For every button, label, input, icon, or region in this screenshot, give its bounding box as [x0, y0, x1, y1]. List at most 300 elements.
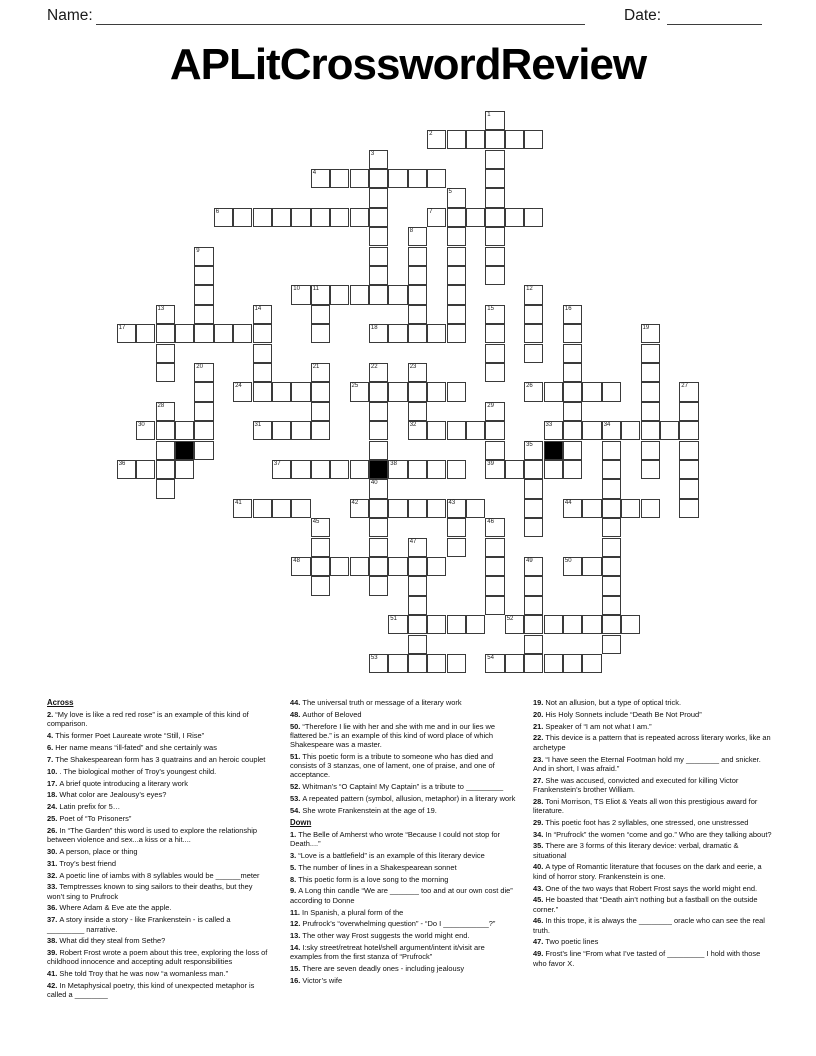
grid-cell[interactable] [253, 324, 272, 343]
grid-cell[interactable] [369, 576, 388, 595]
clue-text: In this trope, it is always the ________ oracle who can see the real truth. [533, 916, 765, 935]
grid-cell[interactable] [194, 247, 213, 266]
grid-cell[interactable] [602, 557, 621, 576]
grid-cell[interactable] [194, 421, 213, 440]
clue-number: 44. [290, 698, 303, 707]
cell-number: 45 [312, 519, 320, 526]
grid-cell[interactable] [408, 227, 427, 246]
clue-text: A story inside a story - like Frankenstein - is called a _________ narrative. [47, 915, 231, 934]
grid-cell[interactable] [253, 305, 272, 324]
grid-cell[interactable] [233, 499, 252, 518]
grid-cell[interactable] [253, 363, 272, 382]
grid-cell[interactable] [388, 654, 407, 673]
grid-cell[interactable] [291, 421, 310, 440]
grid-cell[interactable] [427, 130, 446, 149]
grid-cell[interactable] [505, 615, 524, 634]
grid-cell[interactable] [602, 576, 621, 595]
grid-cell[interactable] [485, 441, 504, 460]
grid-cell[interactable] [311, 169, 330, 188]
grid-cell[interactable] [427, 169, 446, 188]
grid-cell[interactable] [291, 382, 310, 401]
cell-number: 18 [370, 325, 378, 332]
grid-cell[interactable] [563, 557, 582, 576]
grid-cell[interactable] [408, 247, 427, 266]
grid-cell[interactable] [679, 441, 698, 460]
grid-cell[interactable] [563, 305, 582, 324]
grid-cell[interactable] [679, 402, 698, 421]
grid-cell[interactable] [311, 538, 330, 557]
grid-cell[interactable] [330, 285, 349, 304]
grid-cell[interactable] [466, 499, 485, 518]
grid-cell[interactable] [311, 363, 330, 382]
grid-cell[interactable] [524, 344, 543, 363]
grid-cell[interactable] [485, 247, 504, 266]
grid-cell[interactable] [485, 111, 504, 130]
clue-down-29 [533, 818, 773, 827]
grid-cell[interactable] [485, 266, 504, 285]
grid-cell[interactable] [272, 208, 291, 227]
grid-cell[interactable] [524, 305, 543, 324]
grid-cell[interactable] [621, 499, 640, 518]
clue-text: She told Troy that he was now “a womanless man.” [59, 969, 229, 979]
grid-cell[interactable] [447, 188, 466, 207]
grid-cell[interactable] [563, 441, 582, 460]
grid-cell[interactable] [369, 538, 388, 557]
grid-cell[interactable] [369, 654, 388, 673]
grid-cell[interactable] [408, 324, 427, 343]
grid-cell[interactable] [505, 130, 524, 149]
grid-cell[interactable] [679, 499, 698, 518]
date-input-line[interactable] [667, 6, 762, 25]
grid-cell[interactable] [466, 208, 485, 227]
grid-cell[interactable] [330, 460, 349, 479]
grid-cell[interactable] [641, 402, 660, 421]
grid-cell[interactable] [194, 382, 213, 401]
clue-text: She wrote Frankenstein at the age of 19. [302, 805, 437, 815]
clue-down-16 [290, 976, 518, 985]
grid-cell[interactable] [369, 402, 388, 421]
grid-cell[interactable] [369, 363, 388, 382]
grid-cell[interactable] [388, 285, 407, 304]
clue-text: A type of Romantic literature that focuses on the dark and eerie, a kind of horror story. Frankenstein is one. [533, 862, 762, 881]
clue-number: 23. [533, 754, 546, 764]
grid-cell[interactable] [175, 460, 194, 479]
grid-cell[interactable] [485, 576, 504, 595]
grid-cell[interactable] [505, 208, 524, 227]
grid-cell[interactable] [350, 169, 369, 188]
grid-cell[interactable] [602, 518, 621, 537]
grid-cell[interactable] [641, 499, 660, 518]
grid-cell[interactable] [427, 324, 446, 343]
grid-cell[interactable] [369, 227, 388, 246]
grid-cell[interactable] [369, 247, 388, 266]
grid-cell[interactable] [485, 363, 504, 382]
grid-cell[interactable] [427, 208, 446, 227]
grid-cell[interactable] [408, 169, 427, 188]
grid-cell[interactable] [156, 421, 175, 440]
grid-cell[interactable] [194, 305, 213, 324]
grid-cell[interactable] [641, 441, 660, 460]
grid-cell[interactable] [388, 460, 407, 479]
grid-cell[interactable] [194, 441, 213, 460]
grid-cell[interactable] [350, 208, 369, 227]
cell-number: 29 [487, 402, 494, 409]
grid-cell[interactable] [563, 615, 582, 634]
grid-cell[interactable] [408, 460, 427, 479]
grid-cell[interactable] [156, 460, 175, 479]
grid-cell[interactable] [447, 324, 466, 343]
clue-text: Author of Beloved [302, 709, 362, 719]
grid-cell[interactable] [233, 382, 252, 401]
clue-text: His Holy Sonnets include “Death Be Not Proud” [545, 709, 702, 719]
grid-cell[interactable] [369, 188, 388, 207]
clue-column-3 [533, 698, 773, 970]
grid-cell[interactable] [485, 518, 504, 537]
grid-cell[interactable] [447, 382, 466, 401]
grid-cell[interactable] [485, 460, 504, 479]
cell-number: 9 [196, 247, 200, 254]
clue-column-2 [290, 698, 518, 988]
grid-cell[interactable] [408, 635, 427, 654]
grid-cell[interactable] [641, 382, 660, 401]
grid-cell[interactable] [408, 285, 427, 304]
grid-cell[interactable] [369, 208, 388, 227]
grid-cell[interactable] [602, 421, 621, 440]
grid-cell[interactable] [350, 499, 369, 518]
grid-cell[interactable] [524, 615, 543, 634]
grid-cell[interactable] [563, 421, 582, 440]
grid-cell[interactable] [485, 654, 504, 673]
grid-cell[interactable] [485, 344, 504, 363]
grid-cell[interactable] [311, 402, 330, 421]
grid-cell[interactable] [641, 460, 660, 479]
grid-cell[interactable] [369, 499, 388, 518]
grid-cell[interactable] [311, 576, 330, 595]
grid-cell[interactable] [311, 518, 330, 537]
clue-text: Latin prefix for 5… [59, 802, 121, 812]
grid-cell[interactable] [524, 382, 543, 401]
grid-cell[interactable] [602, 615, 621, 634]
grid-cell[interactable] [156, 305, 175, 324]
grid-cell[interactable] [524, 285, 543, 304]
grid-cell[interactable] [447, 615, 466, 634]
grid-cell[interactable] [175, 421, 194, 440]
grid-cell[interactable] [544, 654, 563, 673]
cell-number: 1 [487, 111, 491, 118]
grid-cell[interactable] [563, 382, 582, 401]
grid-cell[interactable] [679, 479, 698, 498]
grid-cell[interactable] [311, 208, 330, 227]
grid-cell[interactable] [291, 460, 310, 479]
grid-cell[interactable] [427, 382, 446, 401]
clue-down-14 [290, 943, 518, 961]
grid-cell[interactable] [388, 557, 407, 576]
grid-cell[interactable] [641, 344, 660, 363]
grid-cell[interactable] [369, 518, 388, 537]
grid-cell[interactable] [447, 499, 466, 518]
grid-cell[interactable] [291, 499, 310, 518]
grid-cell[interactable] [447, 460, 466, 479]
grid-cell[interactable] [602, 460, 621, 479]
grid-cell[interactable] [447, 227, 466, 246]
grid-cell[interactable] [194, 324, 213, 343]
grid-cell[interactable] [563, 324, 582, 343]
grid-cell[interactable] [350, 557, 369, 576]
grid-cell[interactable] [408, 615, 427, 634]
grid-cell[interactable] [388, 169, 407, 188]
grid-cell[interactable] [408, 576, 427, 595]
grid-cell[interactable] [485, 421, 504, 440]
grid-cell[interactable] [427, 460, 446, 479]
grid-cell[interactable] [350, 285, 369, 304]
grid-cell[interactable] [156, 441, 175, 460]
grid-cell[interactable] [544, 421, 563, 440]
grid-cell[interactable] [621, 421, 640, 440]
grid-cell[interactable] [311, 285, 330, 304]
grid-cell[interactable] [388, 324, 407, 343]
grid-cell[interactable] [272, 421, 291, 440]
grid-cell[interactable] [156, 324, 175, 343]
grid-cell[interactable] [427, 499, 446, 518]
grid-cell[interactable] [408, 421, 427, 440]
grid-cell[interactable] [311, 421, 330, 440]
grid-cell[interactable] [602, 479, 621, 498]
grid-cell[interactable] [253, 499, 272, 518]
grid-cell[interactable] [563, 344, 582, 363]
grid-cell[interactable] [485, 150, 504, 169]
grid-cell[interactable] [485, 227, 504, 246]
grid-cell[interactable] [427, 421, 446, 440]
grid-cell[interactable] [369, 382, 388, 401]
grid-cell[interactable] [175, 324, 194, 343]
grid-cell[interactable] [641, 363, 660, 382]
date-label: Date: [624, 7, 662, 24]
clue-number: 36. [47, 903, 60, 913]
grid-cell[interactable] [602, 596, 621, 615]
grid-cell[interactable] [524, 557, 543, 576]
grid-cell[interactable] [447, 247, 466, 266]
grid-cell[interactable] [214, 208, 233, 227]
grid-cell[interactable] [408, 382, 427, 401]
grid-cell[interactable] [408, 499, 427, 518]
clue-number: 31. [47, 858, 60, 868]
grid-cell[interactable] [679, 421, 698, 440]
cell-number: 19 [642, 325, 650, 332]
grid-cell[interactable] [582, 654, 601, 673]
grid-cell[interactable] [563, 499, 582, 518]
grid-cell[interactable] [156, 479, 175, 498]
grid-cell[interactable] [311, 460, 330, 479]
grid-cell[interactable] [447, 285, 466, 304]
grid-cell[interactable] [330, 557, 349, 576]
grid-cell[interactable] [291, 285, 310, 304]
clue-number: 20. [533, 709, 546, 719]
grid-cell[interactable] [582, 421, 601, 440]
grid-cell[interactable] [156, 344, 175, 363]
grid-cell[interactable] [214, 324, 233, 343]
grid-cell[interactable] [466, 615, 485, 634]
grid-cell[interactable] [330, 169, 349, 188]
grid-cell[interactable] [272, 460, 291, 479]
grid-cell[interactable] [408, 402, 427, 421]
name-input-line[interactable] [96, 6, 585, 25]
grid-cell[interactable] [194, 266, 213, 285]
grid-cell[interactable] [505, 460, 524, 479]
grid-cell[interactable] [485, 188, 504, 207]
grid-cell[interactable] [408, 363, 427, 382]
grid-cell[interactable] [136, 460, 155, 479]
grid-cell[interactable] [485, 402, 504, 421]
grid-cell[interactable] [194, 285, 213, 304]
grid-cell[interactable] [447, 654, 466, 673]
clue-number: 3. [290, 850, 299, 860]
grid-cell[interactable] [253, 382, 272, 401]
grid-cell[interactable] [330, 208, 349, 227]
grid-cell[interactable] [447, 130, 466, 149]
grid-cell[interactable] [233, 208, 252, 227]
grid-cell[interactable] [427, 654, 446, 673]
grid-cell[interactable] [447, 266, 466, 285]
grid-cell[interactable] [156, 402, 175, 421]
clue-text: This poetic form is a love song to the morning [298, 874, 449, 884]
grid-cell[interactable] [447, 421, 466, 440]
grid-cell[interactable] [602, 635, 621, 654]
grid-cell[interactable] [582, 499, 601, 518]
grid-cell[interactable] [563, 654, 582, 673]
grid-cell[interactable] [369, 324, 388, 343]
grid-cell[interactable] [369, 169, 388, 188]
grid-cell[interactable] [388, 382, 407, 401]
grid-cell[interactable] [602, 538, 621, 557]
grid-cell[interactable] [369, 441, 388, 460]
grid-cell[interactable] [311, 557, 330, 576]
grid-cell[interactable] [388, 499, 407, 518]
clue-text: The universal truth or message of a literary work [302, 698, 462, 707]
clue-down-23 [533, 755, 773, 773]
grid-cell[interactable] [524, 654, 543, 673]
grid-cell[interactable] [427, 615, 446, 634]
grid-cell[interactable] [485, 208, 504, 227]
grid-cell[interactable] [660, 421, 679, 440]
grid-cell[interactable] [369, 150, 388, 169]
cell-number: 47 [409, 538, 417, 545]
grid-cell[interactable] [485, 324, 504, 343]
grid-cell[interactable] [408, 557, 427, 576]
grid-cell[interactable] [253, 421, 272, 440]
grid-cell[interactable] [369, 421, 388, 440]
grid-cell[interactable] [602, 441, 621, 460]
grid-cell[interactable] [641, 324, 660, 343]
grid-cell[interactable] [369, 285, 388, 304]
grid-cell[interactable] [524, 499, 543, 518]
grid-cell[interactable] [447, 518, 466, 537]
grid-cell[interactable] [582, 382, 601, 401]
grid-cell[interactable] [602, 499, 621, 518]
grid-cell[interactable] [136, 324, 155, 343]
grid-cell[interactable] [524, 208, 543, 227]
grid-cell[interactable] [485, 305, 504, 324]
grid-cell[interactable] [233, 324, 252, 343]
grid-cell[interactable] [505, 654, 524, 673]
grid-cell[interactable] [641, 421, 660, 440]
grid-cell[interactable] [524, 596, 543, 615]
grid-cell[interactable] [524, 130, 543, 149]
grid-cell[interactable] [369, 266, 388, 285]
grid-cell[interactable] [485, 557, 504, 576]
grid-cell[interactable] [563, 363, 582, 382]
grid-cell[interactable] [679, 382, 698, 401]
grid-cell[interactable] [311, 305, 330, 324]
grid-cell[interactable] [602, 382, 621, 401]
clue-number: 30. [47, 846, 60, 856]
grid-cell[interactable] [582, 615, 601, 634]
grid-cell[interactable] [563, 402, 582, 421]
grid-cell[interactable] [388, 615, 407, 634]
grid-cell[interactable] [466, 130, 485, 149]
grid-cell[interactable] [447, 208, 466, 227]
grid-cell[interactable] [156, 363, 175, 382]
grid-cell[interactable] [408, 305, 427, 324]
grid-cell[interactable] [544, 382, 563, 401]
grid-cell[interactable] [544, 460, 563, 479]
grid-cell[interactable] [253, 208, 272, 227]
grid-cell[interactable] [485, 130, 504, 149]
grid-cell[interactable] [544, 615, 563, 634]
grid-cell[interactable] [524, 576, 543, 595]
grid-cell[interactable] [582, 557, 601, 576]
grid-cell[interactable] [466, 421, 485, 440]
clue-number: 22. [533, 733, 546, 743]
grid-cell[interactable] [311, 324, 330, 343]
grid-cell[interactable] [194, 363, 213, 382]
grid-cell[interactable] [447, 538, 466, 557]
grid-cell[interactable] [408, 654, 427, 673]
grid-cell[interactable] [408, 266, 427, 285]
grid-cell[interactable] [524, 518, 543, 537]
grid-cell[interactable] [408, 538, 427, 557]
grid-cell[interactable] [253, 344, 272, 363]
grid-cell[interactable] [350, 460, 369, 479]
grid-cell[interactable] [272, 382, 291, 401]
grid-cell[interactable] [524, 460, 543, 479]
grid-cell[interactable] [524, 635, 543, 654]
grid-cell[interactable] [136, 421, 155, 440]
grid-cell[interactable] [194, 402, 213, 421]
grid-cell[interactable] [427, 557, 446, 576]
grid-cell[interactable] [524, 479, 543, 498]
grid-cell[interactable] [369, 557, 388, 576]
grid-cell[interactable] [447, 305, 466, 324]
grid-cell[interactable] [311, 382, 330, 401]
grid-cell[interactable] [485, 596, 504, 615]
grid-cell[interactable] [621, 615, 640, 634]
grid-cell[interactable] [272, 499, 291, 518]
grid-cell[interactable] [485, 169, 504, 188]
grid-cell[interactable] [679, 460, 698, 479]
grid-cell[interactable] [369, 479, 388, 498]
grid-cell[interactable] [524, 441, 543, 460]
grid-cell[interactable] [485, 538, 504, 557]
grid-cell[interactable] [117, 460, 136, 479]
grid-cell[interactable] [117, 324, 136, 343]
grid-cell[interactable] [408, 596, 427, 615]
grid-cell[interactable] [563, 460, 582, 479]
grid-cell[interactable] [291, 557, 310, 576]
grid-cell[interactable] [350, 382, 369, 401]
cell-number: 6 [215, 208, 220, 215]
grid-cell[interactable] [524, 324, 543, 343]
grid-cell[interactable] [291, 208, 310, 227]
